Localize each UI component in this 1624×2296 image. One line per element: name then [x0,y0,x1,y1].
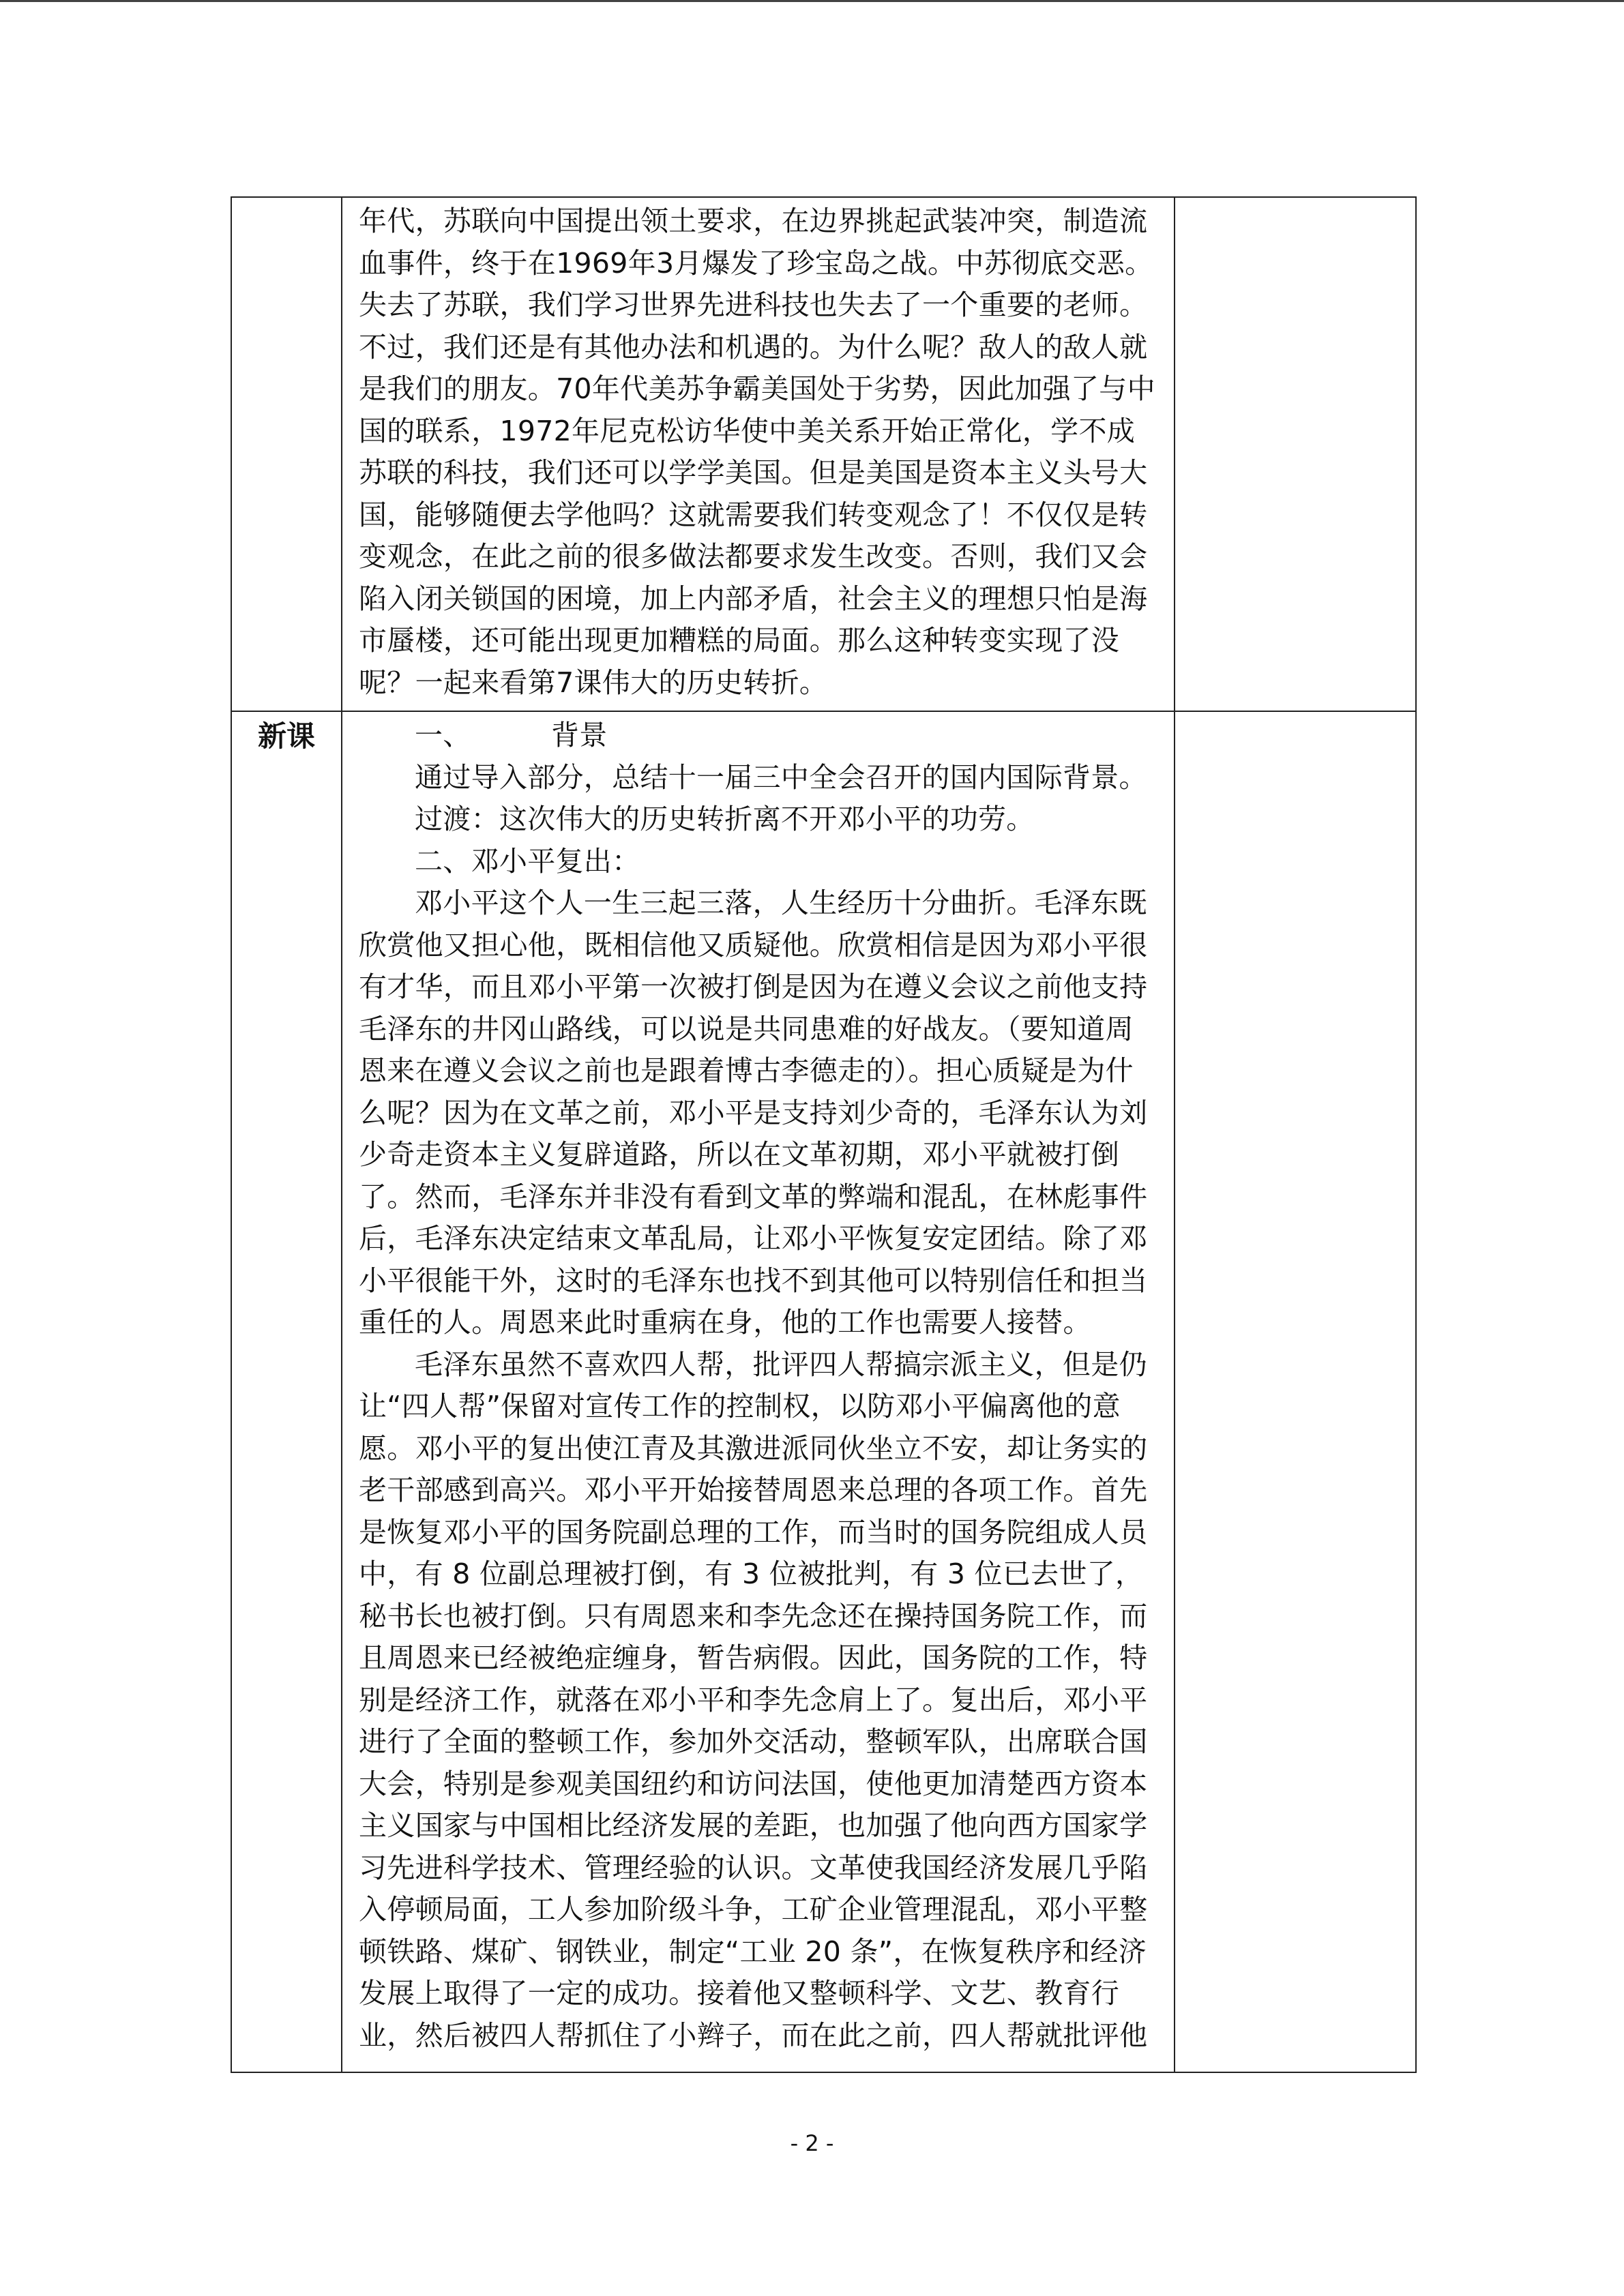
row-label-new-lesson: 新课 [257,719,315,753]
content-paragraph: 通过导入部分，总结十一届三中全会召开的国内国际背景。 [415,760,1147,794]
table-row-intro [231,197,1416,711]
top-border-line [0,0,1624,2]
notes-cell [1175,711,1416,2072]
row-label-cell [231,197,342,711]
lesson-plan-table [231,196,1417,2073]
section-heading-background [359,715,1159,757]
section-heading-deng-return: 二、邓小平复出： [415,844,640,878]
row-label-cell [231,711,342,2072]
section-title: 背景 [551,719,608,751]
content-cell [342,197,1175,711]
notes-cell [1175,197,1416,711]
section-number: 一、 [415,719,471,751]
table-row-new-lesson [231,711,1416,2072]
row-label [232,198,341,200]
content-paragraph: 年代，苏联向中国提出领土要求，在边界挑起武装冲突，制造流血事件，终于在1969年3月爆发了珍宝岛之战。中苏彻底交恶。失去了苏联，我们学习世界先进科技也失去了一个重要的老师。不过，我们还是有其他办法和机遇的。为什么呢？敌人的敌人就是我们的朋友。70年代美苏争霸美国处于劣势，因此加强了与中国的联系，1972年尼克松访华使中美关系开始正常化，学不成苏联的科技，我们还可以学学美国。但是美国是资本主义头号大国，能够随便去学他吗？这就需要我们转变观念了！不仅仅是转变观念，在此之前的很多做法都要求发生改变。否则，我们又会陷入闭关锁国的困境，加上内部矛盾，社会主义的理想只怕是海市蜃楼，还可能出现更加糟糕的局面。那么这种转变实现了没呢？一起来看第7课伟大的历史转折。 [359,205,1155,699]
content-paragraph: 毛泽东虽然不喜欢四人帮，批评四人帮搞宗派主义，但是仍让“四人帮”保留对宣传工作的控制权，以防邓小平偏离他的意愿。邓小平的复出使江青及其激进派同伙坐立不安，却让务实的老干部感到高兴。邓小平开始接替周恩来总理的各项工作。首先是恢复邓小平的国务院副总理的工作，而当时的国务院组成人员中，有 8 位副总理被打倒，有 3 位被批判，有 3 位已去世了，秘书长也被打倒。只有周恩来和李先念还在操持国务院工作，而且周恩来已经被绝症缠身，暂告病假。因此，国务院的工作，特别是经济工作，就落在邓小平和李先念肩上了。复出后，邓小平进行了全面的整顿工作，参加外交活动，整顿军队，出席联合国大会，特别是参观美国纽约和访问法国，使他更加清楚西方资本主义国家与中国相比经济发展的差距，也加强了他向西方国家学习先进科学技术、管理经验的认识。文革使我国经济发展几乎陷入停顿局面，工人参加阶级斗争，工矿企业管理混乱，邓小平整顿铁路、煤矿、钢铁业，制定“工业 20 条”，在恢复秩序和经济发展上取得了一定的成功。接着他又整顿科学、文艺、教育行业，然后被四人帮抓住了小辫子，而在此之前，四人帮就批评他 [359,1347,1148,2052]
content-paragraph: 邓小平这个人一生三起三落，人生经历十分曲折。毛泽东既欣赏他又担心他，既相信他又质疑他。欣赏相信是因为邓小平很有才华，而且邓小平第一次被打倒是因为在遵义会议之前他支持毛泽东的井冈山路线，可以说是共同患难的好战友。（要知道周恩来在遵义会议之前也是跟着博古李德走的）。担心质疑是为什么呢？因为在文革之前，邓小平是支持刘少奇的，毛泽东认为刘少奇走资本主义复辟道路，所以在文革初期，邓小平就被打倒了。然而，毛泽东并非没有看到文革的弊端和混乱，在林彪事件后，毛泽东决定结束文革乱局，让邓小平恢复安定团结。除了邓小平很能干外，这时的毛泽东也找不到其他可以特别信任和担当重任的人。周恩来此时重病在身，他的工作也需要人接替。 [359,886,1148,1339]
page-number: - 2 - [790,2130,834,2156]
content-paragraph: 过渡：这次伟大的历史转折离不开邓小平的功劳。 [415,803,1035,835]
content-cell [342,711,1175,2072]
